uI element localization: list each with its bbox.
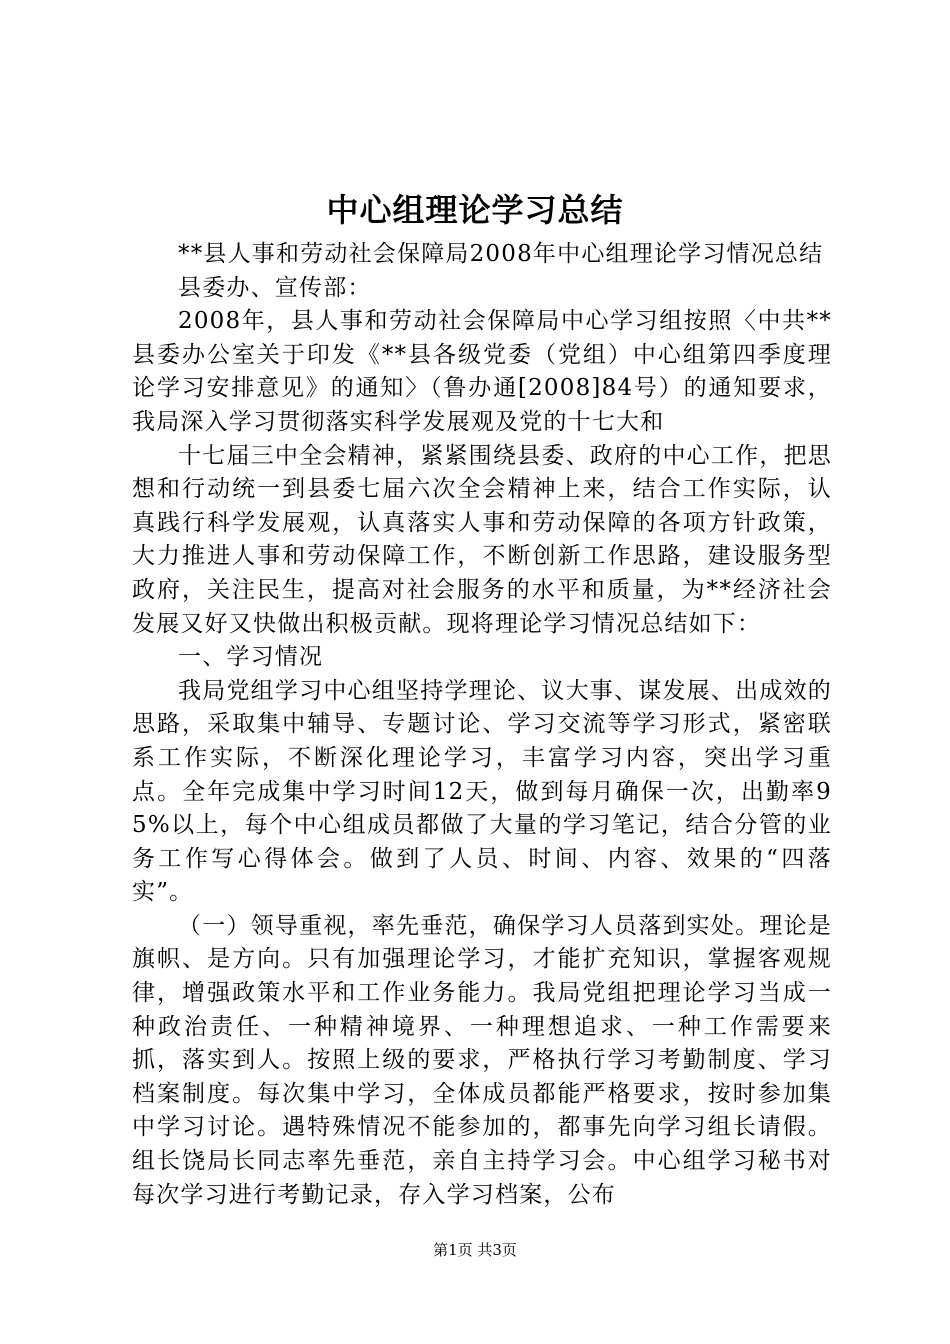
paragraph-addressee: 县委办、宣传部： — [178, 274, 372, 301]
document-title: 中心组理论学习总结 — [326, 191, 624, 229]
section-heading: 一、学习情况 — [178, 644, 324, 671]
paragraph-study-overview: 我局党组学习中心组坚持学理论、议大事、谋发展、出成效的思路，采取集中辅导、专题讨论、学习交流等学习形式，紧密联系工作实际，不断深化理论学习，丰富学习内容，突出学习重点。全年完成集中学习时间12天，做到每月确保一次，出勤率95%以上，每个中心组成员都做了大量的学习笔记，结合分管的业务工作写心得体会。做到了人员、时间、内容、效果的“四落实”。 — [132, 677, 832, 906]
paragraph-subtitle: **县人事和劳动社会保障局2008年中心组理论学习情况总结 — [178, 241, 824, 267]
document-body — [132, 238, 832, 1212]
paragraph-intro: 2008年，县人事和劳动社会保障局中心学习组按照〈中共**县委办公室关于印发《**县各级党委（党组）中心组第四季度理论学习安排意见》的通知〉（鲁办通[2008]84号）的通知要求，我局深入学习贯彻落实科学发展观及党的十七大和 — [132, 308, 832, 435]
page-footer: 第1页 共3页 — [433, 1241, 517, 1259]
paragraph-intro-continued: 十七届三中全会精神，紧紧围绕县委、政府的中心工作，把思想和行动统一到县委七届六次全会精神上来，结合工作实际，认真践行科学发展观，认真落实人事和劳动保障的各项方针政策，大力推进人事和劳动保障工作，不断创新工作思路，建设服务型政府，关注民生，提高对社会服务的水平和质量，为**经济社会发展又好又快做出积极贡献。现将理论学习情况总结如下： — [132, 442, 832, 637]
paragraph-subsection-one: （一）领导重视，率先垂范，确保学习人员落到实处。理论是旗帜、是方向。只有加强理论学习，才能扩充知识，掌握客观规律，增强政策水平和工作业务能力。我局党组把理论学习当成一种政治责任、一种精神境界、一种理想追求、一种工作需要来抓，落实到人。按照上级的要求，严格执行学习考勤制度、学习档案制度。每次集中学习，全体成员都能严格要求，按时参加集中学习讨论。遇特殊情况不能参加的，都事先向学习组长请假。组长饶局长同志率先垂范，亲自主持学习会。中心组学习秘书对每次学习进行考勤记录，存入学习档案，公布 — [132, 912, 832, 1208]
